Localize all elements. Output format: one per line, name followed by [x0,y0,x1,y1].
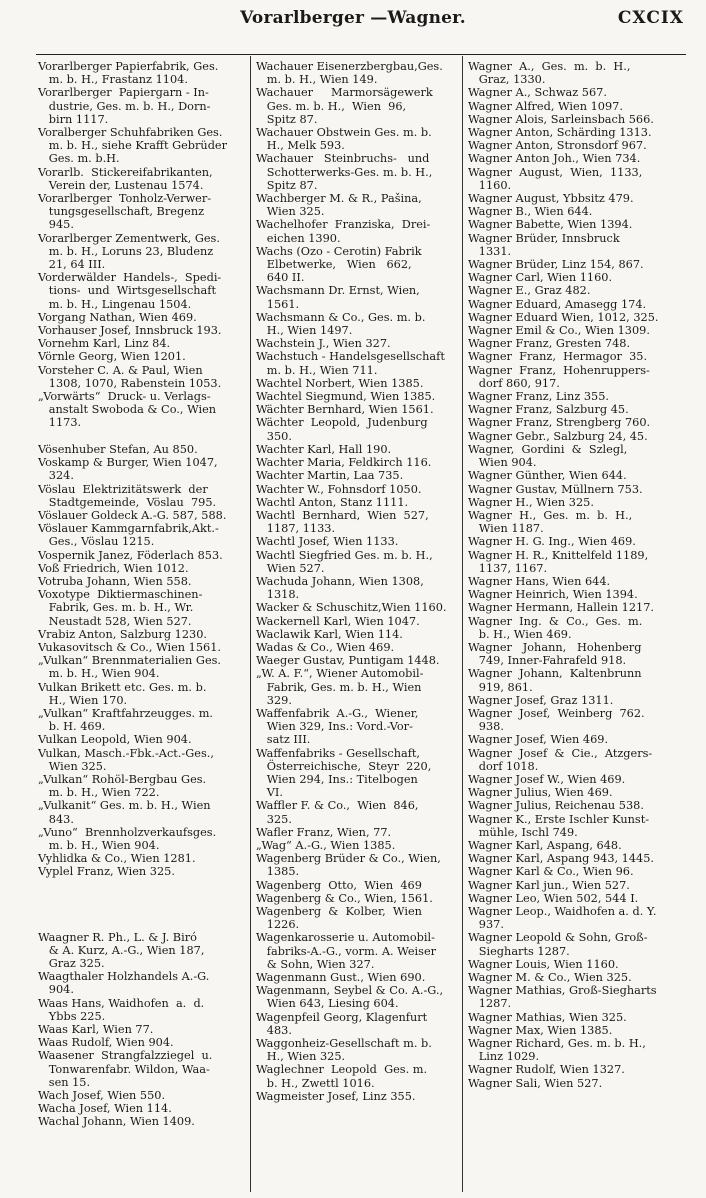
directory-line: Waffenfabriks - Gesellschaft, [256,746,421,760]
directory-line: Wachtl Josef, Wien 1133. [256,535,399,549]
directory-line: Wacha Josef, Wien 114. [38,1102,172,1116]
directory-line: Wagenmann Gust., Wien 690. [256,971,426,985]
directory-line: Wagenberg Otto, Wien 469 [256,878,422,892]
directory-line: Wagner Hans, Wien 644. [468,574,611,588]
directory-line: Voß Friedrich, Wien 1012. [38,561,189,575]
directory-line: Wagner Mathias, Wien 325. [468,1010,627,1024]
directory-line: VI. [256,786,283,800]
directory-line: 904. [38,983,74,997]
directory-line: Wagner Julius, Wien 469. [468,786,613,800]
page-number: CXCIX [617,8,684,28]
directory-line: Wagner Mathias, Groß-Siegharts [468,984,657,998]
directory-line: Ges., Vöslau 1215. [38,535,155,549]
directory-line: m. b. H., Lingenau 1504. [38,297,192,311]
directory-line: Wagner Josef, Wien 469. [468,733,609,747]
directory-line: Wagner Brüder, Innsbruck [468,231,620,245]
directory-line: tions- und Wirtsgesellschaft [38,284,217,298]
directory-line: Waagner R. Ph., L. & J. Biró [38,930,197,944]
directory-line: Wien 904. [468,456,537,470]
directory-line: Waasener Strangfalzziegel u. [38,1049,213,1063]
directory-line: Wagner, Gordini & Szlegl, [468,442,628,456]
directory-line: 1226. [256,918,300,932]
directory-line [38,430,246,443]
directory-line: Wagner Karl, Aspang, 648. [468,838,622,852]
directory-line: Vorderwälder Handels-, Spedi- [38,271,222,285]
directory-line: Wagner Ing. & Co., Ges. m. [468,614,643,628]
directory-line: Wagner H. R., Knittelfeld 1189, [468,548,649,562]
directory-line: Wagner Alois, Sarleinsbach 566. [468,112,654,126]
directory-line: Waclawik Karl, Wien 114. [256,627,403,641]
directory-line: 1173. [38,416,82,430]
directory-line: Vulkan, Masch.-Fbk.-Act.-Ges., [38,746,214,760]
directory-line: Wien 294, Ins.: Titelbogen [256,772,418,786]
directory-line: Wagner Franz, Gresten 748. [468,337,631,351]
directory-line: Wagner E., Graz 482. [468,284,591,298]
directory-line: Vorhauser Josef, Innsbruck 193. [38,324,222,338]
directory-line: Vorsteher C. A. & Paul, Wien [38,363,203,377]
directory-line: H., Wien 170. [38,693,128,707]
directory-line: Wachter Karl, Hall 190. [256,442,392,456]
directory-line: „Wag“ A.-G., Wien 1385. [256,838,396,852]
directory-line: dorf 1018. [468,759,539,773]
directory-line: dustrie, Ges. m. b. H., Dorn- [38,99,211,113]
directory-line: Wagner H., Ges. m. b. H., [468,508,633,522]
directory-line: Wachtl Anton, Stanz 1111. [256,495,409,509]
directory-line: Wagner Heinrich, Wien 1394. [468,588,638,602]
directory-line: „Vulkanit“ Ges. m. b. H., Wien [38,799,211,813]
directory-line: Wachal Johann, Wien 1409. [38,1115,195,1129]
directory-line: Wachauer Obstwein Ges. m. b. [256,126,432,140]
directory-line: Voskamp & Burger, Wien 1047, [38,456,218,470]
directory-line: 1385. [256,865,300,879]
directory-line: Schotterwerks-Ges. m. b. H., [256,165,433,179]
directory-line: Waglechner Leopold Ges. m. [256,1063,428,1077]
directory-line: Wagner Eduard Wien, 1012, 325. [468,310,659,324]
directory-line: Vulkan Leopold, Wien 904. [38,733,192,747]
directory-line: m. b. H., Wien 904. [38,667,160,681]
directory-line: Wagner Franz, Strengberg 760. [468,416,651,430]
directory-line: Neustadt 528, Wien 527. [38,614,192,628]
directory-line: Waeger Gustav, Puntigam 1448. [256,654,440,668]
directory-line: 483. [256,1023,292,1037]
directory-line: Wagenberg & Co., Wien, 1561. [256,891,433,905]
directory-line: 325. [256,812,292,826]
directory-line: Wagner Günther, Wien 644. [468,469,627,483]
directory-line: Wagner Leo, Wien 502, 544 I. [468,891,639,905]
directory-line: Tonwarenfabr. Wildon, Waa- [38,1062,210,1076]
directory-line: H., Melk 593. [256,139,345,153]
directory-line: Siegharts 1287. [468,944,570,958]
directory-line: Wagner August, Ybbsitz 479. [468,192,634,206]
directory-line: Wagner Alfred, Wien 1097. [468,99,623,113]
directory-line: Wachsmann Dr. Ernst, Wien, [256,284,420,298]
directory-line: mühle, Ischl 749. [468,825,578,839]
directory-line: 749, Inner-Fahrafeld 918. [468,654,627,668]
directory-line: Waffler F. & Co., Wien 846, [256,799,419,813]
directory-line: Vukasovitsch & Co., Wien 1561. [38,640,222,654]
directory-line: 640 II. [256,271,305,285]
directory-line: Vöslauer Kammgarnfabrik,Akt.- [38,522,219,536]
directory-line: „Vulkan“ Kraftfahrzeugges. m. [38,706,214,720]
directory-line: Vulkan Brikett etc. Ges. m. b. [38,680,207,694]
directory-line: Wagmeister Josef, Linz 355. [256,1089,416,1103]
directory-line: Graz 325. [38,957,105,970]
directory-line: Wachtel Norbert, Wien 1385. [256,376,424,390]
directory-line: Vospernik Janez, Föderlach 853. [38,548,223,562]
directory-line: Votruba Johann, Wien 558. [38,574,192,588]
directory-line: Vörnle Georg, Wien 1201. [38,350,186,364]
directory-line: Spitz 87. [256,112,318,126]
directory-line: Wagner H. G. Ing., Wien 469. [468,535,636,549]
column-divider-1 [250,56,251,1192]
directory-line: Wagner Carl, Wien 1160. [468,271,613,285]
directory-line: Wien 1187. [468,522,544,536]
directory-line: Wagner Max, Wien 1385. [468,1023,613,1037]
directory-line: Wagner Franz, Salzburg 45. [468,403,629,417]
directory-line: Wagner Hermann, Hallein 1217. [468,601,654,615]
directory-line: m. b. H., Wien 149. [256,73,378,87]
directory-line: anstalt Swoboda & Co., Wien [38,403,217,417]
directory-line: Wachtl Siegfried Ges. m. b. H., [256,548,433,562]
directory-line: Wagner Julius, Reichenau 538. [468,799,644,813]
directory-line: Wadas & Co., Wien 469. [256,640,395,654]
directory-line: Wagenpfeil Georg, Klagenfurt [256,1010,428,1024]
directory-line: Waggonheiz-Gesellschaft m. b. [256,1037,432,1051]
directory-line: 938. [468,720,504,734]
column-divider-2 [462,56,463,1192]
directory-column-1 [38,60,246,1188]
directory-line: Fabrik, Ges. m. b. H., Wien [256,680,422,694]
directory-line: „Vulkan“ Brennmaterialien Ges. [38,654,222,668]
directory-line: m. b. H., Wien 711. [256,363,378,377]
directory-line: Wagner A., Schwaz 567. [468,86,607,100]
directory-line: Wagner H., Wien 325. [468,495,594,509]
directory-line: Vorarlberger Papierfabrik, Ges. [38,60,219,73]
directory-line: Wagner Rudolf, Wien 1327. [468,1063,625,1077]
directory-line: m. b. H., siehe Krafft Gebrüder [38,139,228,153]
directory-line: Wien 527. [256,561,325,575]
directory-line: Wagner Karl, Aspang 943, 1445. [468,852,655,866]
directory-line: Vorarlb. Stickereifabrikanten, [38,165,213,179]
directory-line: Wachelhofer Franziska, Drei- [256,218,431,232]
directory-line: „Vulkan“ Rohöl-Bergbau Ges. [38,772,207,786]
page-header [0,6,706,38]
directory-line: Wagenberg Brüder & Co., Wien, [256,852,441,866]
directory-line: Vornehm Karl, Linz 84. [38,337,171,351]
directory-line: birn 1117. [38,112,109,126]
directory-line: Wagner Josef, Weinberg 762. [468,706,645,720]
directory-line: Waas Hans, Waidhofen a. d. [38,996,205,1010]
directory-line: Wagner Johann, Kaltenbrunn [468,667,642,681]
directory-line: Wagner Josef & Cie., Atzgers- [468,746,653,760]
directory-line: Verein der, Lustenau 1574. [38,178,204,192]
directory-line: Wien 643, Liesing 604. [256,997,399,1011]
directory-line: Vorarlberger Papiergarn - In- [38,86,209,100]
directory-line: m. b. H., Frastanz 1104. [38,73,188,87]
directory-line: Wien 329, Ins.: Vord.-Vor- [256,720,413,734]
directory-line: Wachauer Eisenerzbergbau,Ges. [256,60,443,73]
directory-line: Waagthaler Holzhandels A.-G. [38,970,210,984]
directory-line: Wächter Leopold, Judenburg [256,416,428,430]
directory-line: b. H., Wien 469. [468,627,572,641]
directory-line: Vyhlidka & Co., Wien 1281. [38,852,196,866]
directory-line: Wagner Josef W., Wien 469. [468,772,626,786]
directory-line: Wagner Brüder, Linz 154, 867. [468,258,644,272]
directory-line: Wafler Franz, Wien, 77. [256,825,392,839]
directory-line: Wachter Martin, Laa 735. [256,469,404,483]
directory-line: Wagner Emil & Co., Wien 1309. [468,324,650,338]
directory-line: Waffenfabrik A.-G., Wiener, [256,706,419,720]
directory-line: 350. [256,429,292,443]
directory-line: „Vorwärts“ Druck- u. Verlags- [38,390,211,404]
directory-column-3 [468,60,684,1188]
directory-line: Wagner Gebr., Salzburg 24, 45. [468,429,648,443]
directory-line: 329. [256,693,292,707]
directory-line: Wagner Anton, Stronsdorf 967. [468,139,647,153]
directory-line: Wagner Leop., Waidhofen a. d. Y. [468,905,657,918]
directory-line: 1331. [468,244,512,258]
directory-line: m. b. H., Wien 722. [38,786,160,800]
directory-line: Graz, 1330. [468,73,546,87]
directory-line: dorf 860, 917. [468,376,560,390]
directory-line: Wagenmann, Seybel & Co. A.-G., [256,984,444,998]
directory-line: Ges. m. b.H. [38,152,120,166]
directory-line: 843. [38,812,74,826]
directory-line: Wagner A., Ges. m. b. H., [468,60,631,73]
directory-line: „Vuno“ Brennholzverkaufsges. [38,825,217,839]
directory-line: Waas Karl, Wien 77. [38,1023,154,1037]
directory-line: Wagner Karl jun., Wien 527. [468,878,630,892]
directory-line: b. H., Zwettl 1016. [256,1076,375,1090]
directory-line: 324. [38,469,74,483]
directory-line: Wagner Franz, Hermagor 35. [468,350,648,364]
directory-line: Wagner Anton, Schärding 1313. [468,126,652,140]
directory-line: Vorarlberger Zementwerk, Ges. [38,231,220,245]
directory-line: 1160. [468,178,512,192]
directory-line: Wachter W., Fohnsdorf 1050. [256,482,422,496]
directory-line: fabriks-A.-G., vorm. A. Weiser [256,944,437,958]
directory-line: Ges. m. b. H., Wien 96, [256,99,407,113]
directory-line: 21, 64 III. [38,258,106,272]
directory-line: Wagenberg & Kolber, Wien [256,905,422,918]
directory-line: Fabrik, Ges. m. b. H., Wr. [38,601,194,615]
directory-line: Wagner Louis, Wien 1160. [468,957,619,971]
directory-line: Wachs (Ozo - Cerotin) Fabrik [256,244,422,258]
directory-line: Vyplel Franz, Wien 325. [38,865,175,879]
directory-column-2 [256,60,458,1188]
directory-line: Wagner Gustav, Müllnern 753. [468,482,643,496]
directory-line: 1318. [256,588,300,602]
directory-line: Wagner Sali, Wien 527. [468,1076,603,1090]
directory-line: Wachtl Bernhard, Wien 527, [256,508,429,522]
directory-line: Voralberger Schuhfabriken Ges. [38,126,223,140]
directory-line: 919, 861. [468,680,533,694]
directory-line: 1137, 1167. [468,561,548,575]
directory-line: Wachuda Johann, Wien 1308, [256,574,424,588]
directory-line: & A. Kurz, A.-G., Wien 187, [38,943,205,957]
directory-line: Wach Josef, Wien 550. [38,1089,166,1103]
directory-line: sen 15. [38,1075,91,1089]
directory-line: Elbetwerke, Wien 662, [256,258,412,272]
directory-line: Vrabiz Anton, Salzburg 1230. [38,627,208,641]
directory-line: Wagner Babette, Wien 1394. [468,218,633,232]
directory-line: Wagner Karl & Co., Wien 96. [468,865,634,879]
directory-line: Wächter Bernhard, Wien 1561. [256,403,434,417]
directory-line: Wagner Richard, Ges. m. b. H., [468,1037,646,1051]
directory-line: Wien 325. [256,205,325,219]
directory-line: Wachauer Steinbruchs- und [256,152,430,166]
directory-line: Vorgang Nathan, Wien 469. [38,310,197,324]
directory-line: m. b. H., Loruns 23, Bludenz [38,244,214,258]
directory-line: Wachberger M. & R., Pašina, [256,192,422,206]
directory-line: eichen 1390. [256,231,341,245]
directory-line: tungsgesellschaft, Bregenz [38,205,205,219]
directory-line: Vöslau Elektrizitätswerk der [38,482,208,496]
directory-line: Wagner August, Wien, 1133, [468,165,643,179]
directory-line: Wagner Franz, Hohenruppers- [468,363,650,377]
directory-line: Wien 325. [38,759,107,773]
directory-line: Wachstuch - Handelsgesellschaft [256,350,445,364]
directory-line: satz III. [256,733,311,747]
directory-line: Spitz 87. [256,178,318,192]
directory-line: 1561. [256,297,300,311]
directory-line: H., Wien 325. [256,1050,346,1064]
directory-line: Wachauer Marmorsägewerk [256,86,433,100]
directory-line: 1287. [468,997,512,1011]
directory-line: Vösenhuber Stefan, Au 850. [38,442,198,456]
directory-line: & Sohn, Wien 327. [256,957,375,971]
directory-line: 1308, 1070, Rabenstein 1053. [38,376,222,390]
directory-line: Voxotype Diktiermaschinen- [38,588,203,602]
section-gap [38,879,246,931]
directory-line: Wagenkarosserie u. Automobil- [256,931,435,945]
directory-line: b. H. 469. [38,720,106,734]
directory-line: Wagner Johann, Hohenberg [468,640,642,654]
directory-line: Wagner Leopold & Sohn, Groß- [468,931,648,945]
directory-line: m. b. H., Wien 904. [38,838,160,852]
directory-line: Wachstein J., Wien 327. [256,337,391,351]
directory-line: 937. [468,918,504,932]
directory-line: Wacker & Schuschitz,Wien 1160. [256,601,447,615]
directory-line: Vöslauer Goldeck A.-G. 587, 588. [38,508,227,522]
directory-line: Wachsmann & Co., Ges. m. b. [256,310,426,324]
directory-line: 945. [38,218,74,232]
directory-line: Stadtgemeinde, Vöslau 795. [38,495,217,509]
directory-line: Wagner Anton Joh., Wien 734. [468,152,641,166]
directory-line: Wagner Eduard, Amasegg 174. [468,297,647,311]
directory-line: Wagner B., Wien 644. [468,205,593,219]
directory-line: Wachtel Siegmund, Wien 1385. [256,390,436,404]
running-head: Vorarlberger —Wagner. [240,8,466,28]
directory-line: Wagner M. & Co., Wien 325. [468,971,632,985]
directory-line: „W. A. F.“, Wiener Automobil- [256,667,424,681]
directory-line: Vorarlberger Tonholz-Verwer- [38,192,212,206]
header-rule [36,54,686,55]
directory-line: Ybbs 225. [38,1009,106,1023]
directory-line: Wagner Franz, Linz 355. [468,390,610,404]
directory-line: Österreichische, Steyr 220, [256,759,432,773]
directory-line: H., Wien 1497. [256,324,353,338]
directory-line: Wachter Maria, Feldkirch 116. [256,456,432,470]
directory-line: Wagner K., Erste Ischler Kunst- [468,812,650,826]
directory-line: 1187, 1133. [256,522,336,536]
directory-line: Wagner Josef, Graz 1311. [468,693,614,707]
directory-line: Waas Rudolf, Wien 904. [38,1036,174,1050]
directory-line: Wackernell Karl, Wien 1047. [256,614,420,628]
directory-line: Linz 1029. [468,1050,540,1064]
